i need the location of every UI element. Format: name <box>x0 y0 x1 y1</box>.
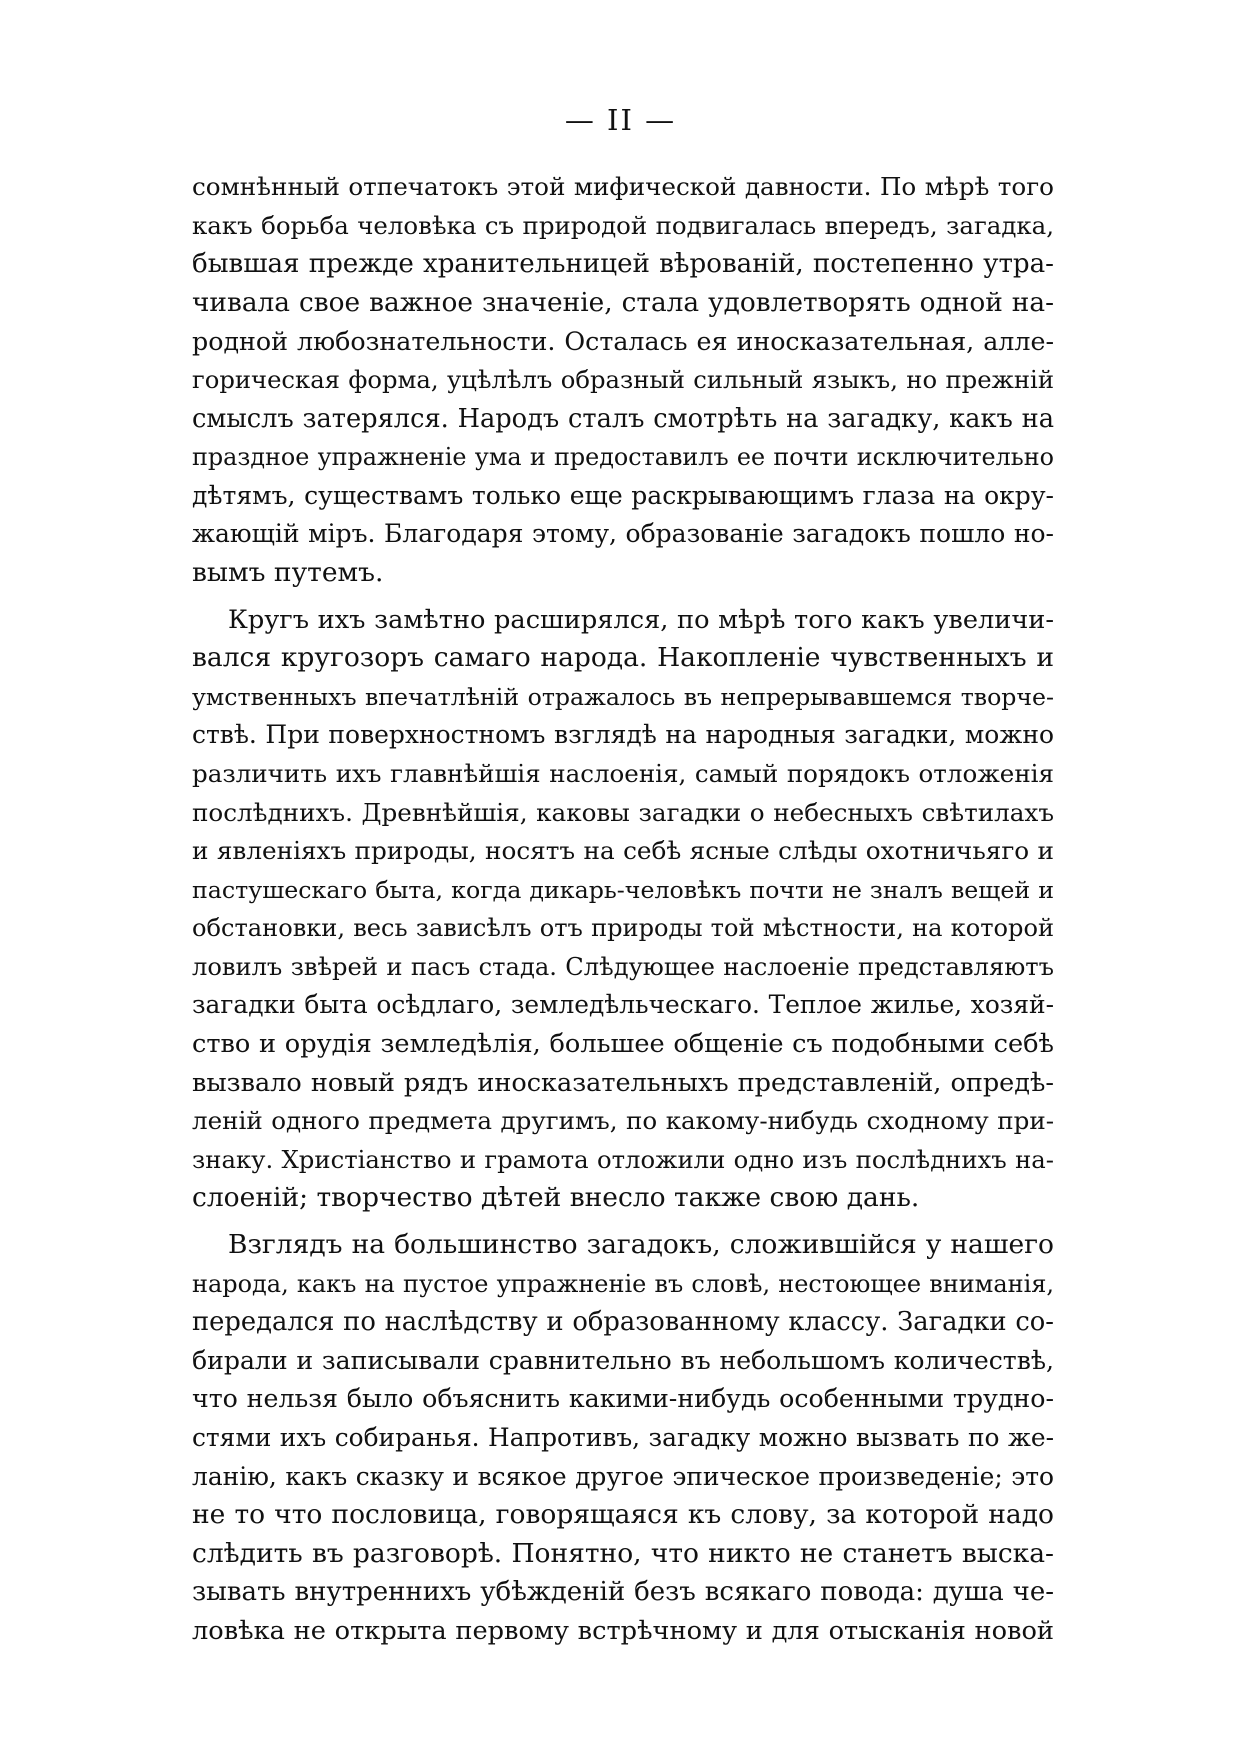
text-line: Взглядъ на большинство загадокъ, сложившійся у нашего <box>228 1229 1054 1261</box>
text-line: ствѣ. При поверхностномъ взглядѣ на народныя загадки, можно <box>192 720 1054 750</box>
text-line: передался по наслѣдству и образованному классу. Загадки со- <box>192 1307 1054 1338</box>
text-line: какъ борьба человѣка съ природой подвигалась впередъ, загадка, <box>192 210 1054 240</box>
text-line: народа, какъ на пустое упражненіе въ словѣ, нестоющее вниманія, <box>192 1269 1054 1298</box>
text-line: смыслъ затерялся. Народъ сталъ смотрѣть на загадку, какъ на <box>192 403 1054 434</box>
text-line: загадки быта осѣдлаго, земледѣльческаго. Теплое жилье, хозяй- <box>192 990 1054 1020</box>
text-line: умственныхъ впечатлѣній отражалось въ непрерывавшемся творче- <box>192 682 1054 711</box>
text-line: вался кругозоръ самаго народа. Накопленіе чувственныхъ и <box>192 642 1054 674</box>
paragraph-gap <box>192 593 1054 601</box>
text-line: бывшая прежде хранительницей вѣрованій, постепенно утра- <box>192 249 1054 280</box>
text-line: и явленіяхъ природы, носятъ на себѣ ясные слѣды охотничьяго и <box>192 836 1054 866</box>
text-line: ланію, какъ сказку и всякое другое эпическое произведеніе; это <box>192 1461 1054 1491</box>
text-line: знаку. Христіанство и грамота отложили одно изъ послѣднихъ на- <box>192 1144 1054 1174</box>
text-line: пастушескаго быта, когда дикарь-человѣкъ почти не зналъ вещей и <box>192 875 1054 904</box>
text-line: зывать внутреннихъ убѣжденій безъ всякаго повода: душа че- <box>192 1577 1054 1608</box>
text-line: вымъ путемъ. <box>192 556 384 588</box>
text-line: слѣдить въ разговорѣ. Понятно, что никто не станетъ выска- <box>192 1537 1054 1569</box>
text-line: ловилъ звѣрей и пасъ стада. Слѣдующее наслоеніе представляютъ <box>192 952 1054 981</box>
text-line: не то что пословица, говорящаяся къ слову, за которой надо <box>192 1499 1054 1531</box>
text-line: Кругъ ихъ замѣтно расширялся, по мѣрѣ того какъ увеличи- <box>228 604 1054 635</box>
paragraph-gap <box>192 1218 1054 1226</box>
text-line: родной любознательности. Осталась ея иносказательная, алле- <box>192 326 1054 357</box>
text-line: различить ихъ главнѣйшія наслоенія, самый порядокъ отложенія <box>192 758 1054 788</box>
paragraph-1 <box>192 168 1054 593</box>
text-line: горическая форма, уцѣлѣлъ образный сильный языкъ, но прежній <box>192 364 1054 394</box>
text-line: сомнѣнный отпечатокъ этой мифической давности. По мѣрѣ того <box>192 172 1054 201</box>
text-line: стями ихъ собиранья. Напротивъ, загадку можно вызвать по же- <box>192 1423 1054 1452</box>
body-text <box>192 168 1054 1651</box>
text-line: ство и орудія земледѣлія, большее общеніе съ подобными себѣ <box>192 1029 1054 1060</box>
page-number: — II — <box>564 103 677 137</box>
text-line: праздное упражненіе ума и предоставилъ ее почти исключительно <box>192 443 1054 472</box>
text-line: послѣднихъ. Древнѣйшія, каковы загадки о небесныхъ свѣтилахъ <box>192 797 1054 827</box>
paragraph-2 <box>192 601 1054 1219</box>
text-line: ловѣка не открыта первому встрѣчному и для отысканія новой <box>192 1615 1054 1646</box>
text-line: слоеній; творчество дѣтей внесло также свою дань. <box>192 1182 920 1214</box>
text-line: чивала свое важное значеніе, стала удовлетворять одной на- <box>192 287 1054 318</box>
text-line: жающій міръ. Благодаря этому, образованіе загадокъ пошло но- <box>192 519 1054 549</box>
text-line: вызвало новый рядъ иносказательныхъ представленій, опредѣ- <box>192 1067 1054 1098</box>
text-line: бирали и записывали сравнительно въ небольшомъ количествѣ, <box>192 1345 1054 1375</box>
paragraph-3 <box>192 1226 1054 1651</box>
text-line: обстановки, весь зависѣлъ отъ природы той мѣстности, на которой <box>192 914 1054 943</box>
text-line: леній одного предмета другимъ, по какому-нибудь сходному при- <box>192 1106 1054 1136</box>
text-line: дѣтямъ, существамъ только еще раскрывающимъ глаза на окру- <box>192 480 1054 510</box>
text-line: что нельзя было объяснить какими-нибудь особенными трудно- <box>192 1384 1054 1414</box>
